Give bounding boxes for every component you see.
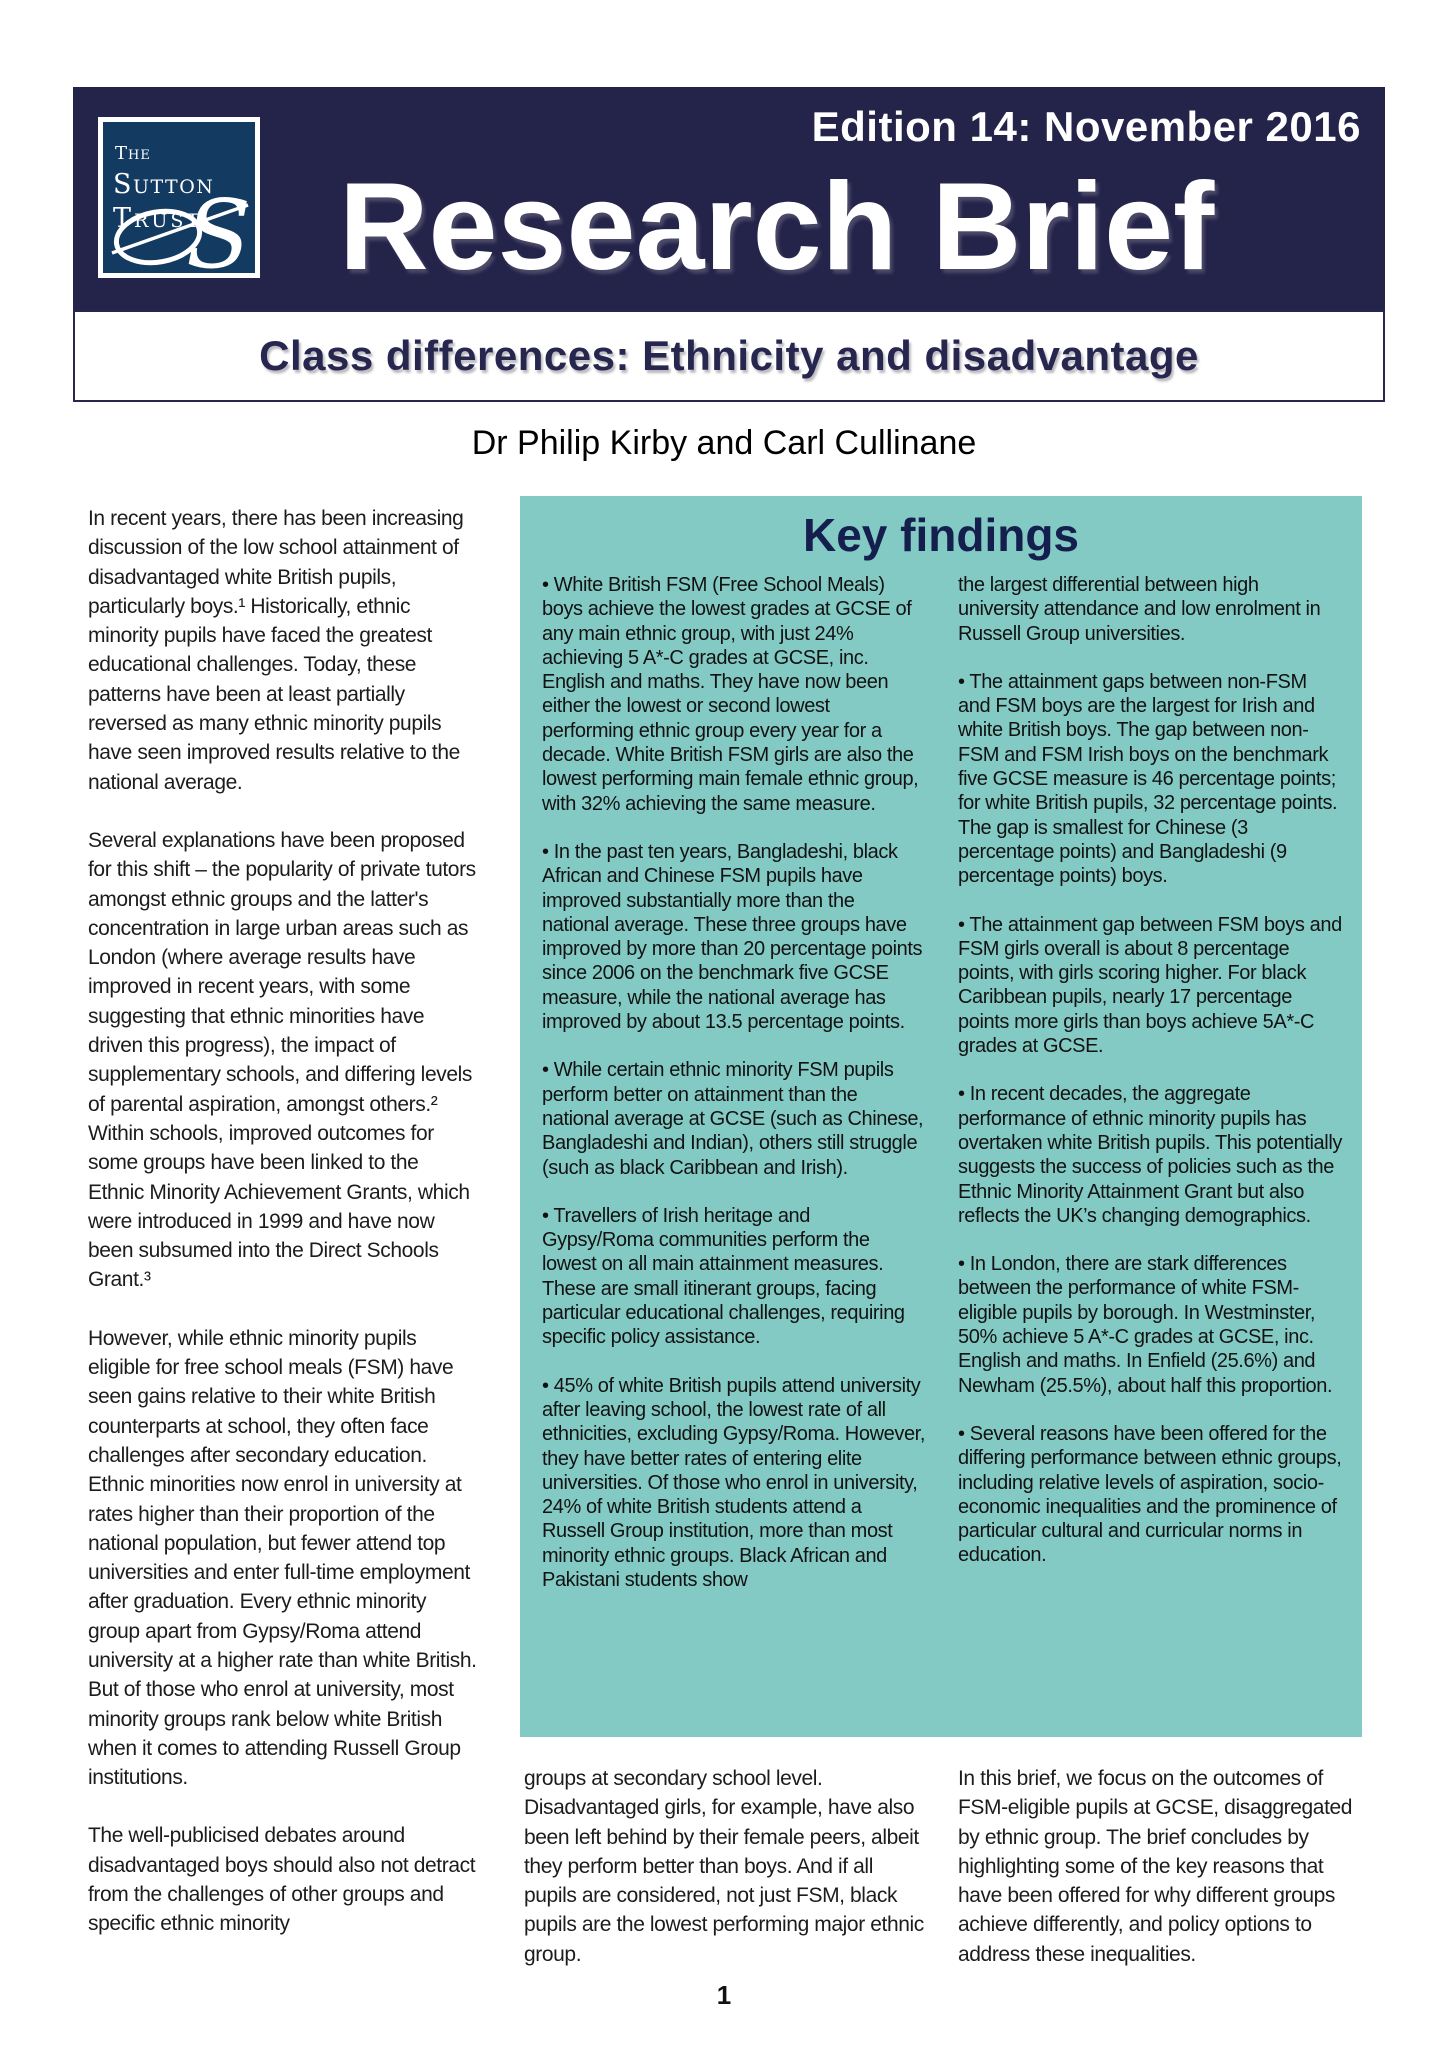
key-finding-bullet: the largest differential between high university attendance and low enrolment in Russell Group universities. (958, 574, 1321, 645)
bottom-column-left (524, 1764, 926, 1969)
page-title: Research Brief (339, 158, 1215, 296)
body-paragraph: groups at secondary school level. Disadvantaged girls, for example, have also been left behind by their female peers, albeit they perform better than boys. And if all pupils are considered, not just FSM, black pupils are the lowest performing major ethnic group. (524, 1767, 924, 1966)
subtitle-text: Class differences: Ethnicity and disadvantage (259, 332, 1199, 379)
page-number: 1 (716, 1980, 732, 2010)
body-paragraph: In this brief, we focus on the outcomes of FSM-eligible pupils at GCSE, disaggregated by ethnic group. The brief concludes by highlighting some of the key reasons that have been offered for why different groups achieve differently, and policy options to address these inequalities. (958, 1767, 1353, 1966)
intro-paragraph: Several explanations have been proposed for this shift – the popularity of private tutors amongst ethnic groups and the latter's concentration in large urban areas such as London (where average results have improved in recent years, with some suggesting that ethnic minorities have driven this progress), the impact of supplementary schools, and differing levels of parental aspiration, amongst others.² Within schools, improved outcomes for some groups have been linked to the Ethnic Minority Achievement Grants, which were introduced in 1999 and have now been subsumed into the Direct Schools Grant.³ (88, 828, 476, 1292)
logo-word-the: The (115, 143, 151, 164)
byline: Dr Philip Kirby and Carl Cullinane (471, 424, 977, 462)
sutton-trust-logo-icon (98, 117, 260, 278)
intro-column (88, 504, 477, 1968)
key-findings-panel (520, 496, 1362, 1737)
logo-word-trust: Trust (113, 203, 203, 234)
key-findings-column-left (542, 573, 926, 1616)
key-finding-bullet: • 45% of white British pupils attend university after leaving school, the lowest rate of all ethnicities, excluding Gypsy/Roma. However, they have better rates of entering elite universities. Of those who enrol in university, 24% of white British students attend a Russell Group institution, more than most minority ethnic groups. Black African and Pakistani students show (542, 1374, 925, 1591)
key-finding-bullet: • The attainment gaps between non-FSM and FSM boys are the largest for Irish and white British boys. The gap between non-FSM and FSM Irish boys on the benchmark five GCSE measure is 46 percentage points; for white British pupils, 32 percentage points. The gap is smallest for Chinese (3 percentage points) and Bangladeshi (9 percentage points) boys. (958, 670, 1338, 888)
key-finding-bullet: • While certain ethnic minority FSM pupils perform better on attainment than the national average at GCSE (such as Chinese, Bangladeshi and Indian), others still struggle (such as black Caribbean and Irish). (542, 1059, 924, 1179)
key-finding-bullet: • Travellers of Irish heritage and Gypsy/Roma communities perform the lowest on all main attainment measures. These are small itinerant groups, facing particular educational challenges, requiring specific policy assistance. (542, 1204, 905, 1349)
key-finding-bullet: • In recent decades, the aggregate performance of ethnic minority pupils has overtaken white British pupils. This potentially suggests the success of policies such as the Ethnic Minority Attainment Grant but also reflects the UK’s changing demographics. (958, 1083, 1342, 1227)
intro-paragraph: In recent years, there has been increasing discussion of the low school attainment of disadvantaged white British pupils, particularly boys.¹ Historically, ethnic minority pupils have faced the greatest educational challenges. Today, these patterns have been at least partially reversed as many ethnic minority pupils have seen improved results relative to the national average. (88, 507, 464, 794)
key-finding-bullet: • The attainment gap between FSM boys and FSM girls overall is about 8 percentage points, with girls scoring higher. For black Caribbean pupils, nearly 17 percentage points more girls than boys achieve 5A*-C grades at GCSE. (958, 913, 1342, 1058)
key-findings-title: Key findings (802, 509, 1080, 561)
key-finding-bullet: • In the past ten years, Bangladeshi, black African and Chinese FSM pupils have improved substantially more than the national average. These three groups have improved by more than 20 percentage points since 2006 on the benchmark five GCSE measure, while the national average has improved by about 13.5 percentage points. (542, 840, 923, 1034)
logo-word-sutton: Sutton (113, 169, 215, 200)
intro-paragraph: The well-publicised debates around disadvantaged boys should also not detract from the challenges of other groups and specific ethnic minority (88, 1824, 476, 1936)
key-finding-bullet: • White British FSM (Free School Meals) boys achieve the lowest grades at GCSE of any main ethnic group, with just 24% achieving 5 A*-C grades at GCSE, inc. English and maths. They have now been either the lowest or second lowest performing ethnic group every year for a decade. White British FSM girls are also the lowest performing main female ethnic group, with 32% achieving the same measure. (542, 574, 919, 815)
header-banner (73, 87, 1385, 310)
key-finding-bullet: • In London, there are stark differences between the performance of white FSM-eligible pupils by borough. In Westminster, 50% achieve 5 A*-C grades at GCSE, inc. English and maths. In Enfield (25.6%) and Newham (25.5%), about half this proportion. (958, 1253, 1333, 1397)
bottom-column-right (958, 1764, 1362, 1969)
subtitle-band (73, 310, 1385, 402)
intro-paragraph: However, while ethnic minority pupils eligible for free school meals (FSM) have seen gains relative to their white British counterparts at school, they often face challenges after secondary education. Ethnic minorities now enrol in university at rates higher than their proportion of the national population, but fewer attend top universities and enter full-time employment after graduation. Every ethnic minority group apart from Gypsy/Roma attend university at a higher rate than white British. But of those who enrol at university, most minority groups rank below white British when it comes to attending Russell Group institutions. (88, 1326, 477, 1790)
edition-label: Edition 14: November 2016 (811, 103, 1361, 150)
key-findings-column-right (958, 573, 1344, 1592)
key-finding-bullet: • Several reasons have been offered for the differing performance between ethnic groups, including relative levels of aspiration, socio-economic inequalities and the prominence of particular cultural and curricular norms in education. (958, 1422, 1342, 1567)
logo-monogram-s: S (186, 180, 252, 278)
